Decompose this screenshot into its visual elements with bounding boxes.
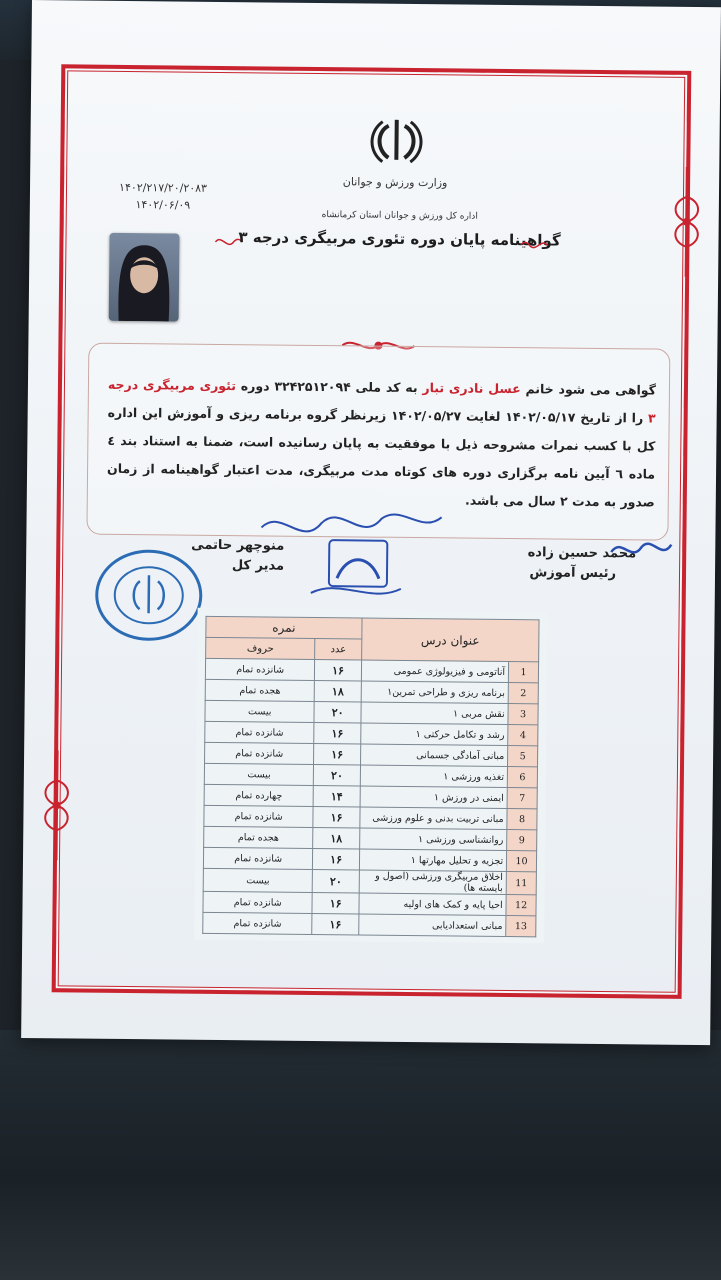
statement-part: را از تاریخ ۱۴۰۲/۰۵/۱۷ لغایت ۱۴۰۲/۰۵/۲۷ زیرنظر گروه برنامه ریزی و آموزش این اداره کل با کسب نمرات مشروحه ذیل با موفقیت به پایان رسانیده است، ضمنا به استناد بند ٤ ماده ٦ آیین نامه برگزاری دوره های کوتاه مدت مربیگری، مدت اعتبار گواهینامه از زمان صدور به مدت ۲ سال می باشد. [107,404,656,510]
grade-words: بیست [205,700,315,722]
issue-dates [88,179,238,215]
course-title: مبانی استعدادیابی [359,914,506,937]
course-title: روانشناسی ورزشی ۱ [360,828,507,851]
grade-words: شانزده تمام [205,658,315,680]
row-number: 4 [508,725,538,746]
certificate-title: گواهینامه پایان دوره تئوری مربیگری درجه ۳ [238,228,561,250]
grade-words: شانزده تمام [203,891,313,913]
reference-number: ۱۴۰۲/۲۱۷/۲۰/۲۰۸۳ [119,180,208,195]
grade-digit: ۲۰ [313,869,360,892]
row-number: 10 [507,851,537,872]
course-title: تجزیه و تحلیل مهارتها ۱ [359,849,506,872]
course-title: تغذیه ورزشی ۱ [360,765,507,788]
column-grade-digit: عدد [315,639,362,660]
row-number: 12 [506,895,536,916]
grade-digit: ۲۰ [314,701,361,722]
row-number: 7 [507,788,537,809]
statement-part: گواهی می شود خانم [520,381,656,398]
course-title: احیا پایه و کمک های اولیه [359,893,506,916]
background-surface [0,1030,721,1280]
certificate-statement [107,371,656,517]
grade-digit: ۱۶ [314,722,361,743]
official-seal-icon [83,547,214,644]
directorate-name: اداره کل ورزش و جوانان استان کرمانشاه [321,210,478,222]
grade-digit: ۱۸ [315,680,362,701]
grade-words: شانزده تمام [205,721,315,743]
row-number: 13 [506,916,536,937]
grade-words: شانزده تمام [204,805,314,827]
grade-digit: ۱۶ [313,848,360,869]
grade-words: بیست [203,868,313,892]
certificate-paper [21,0,721,1045]
column-grade-words: حروف [206,637,316,659]
floral-ornament-left-icon [39,750,74,860]
grade-words: هجده تمام [204,826,314,848]
grade-words: شانزده تمام [203,847,313,869]
table-row [203,868,536,894]
grade-digit: ۱۶ [314,743,361,764]
grades-table [202,616,539,937]
issue-date: ۱۴۰۲/۰۶/۰۹ [135,198,191,212]
signer-right-name: محمد حسین زاده [527,545,637,562]
grade-digit: ۱۶ [312,913,359,934]
signer-right-role: رئیس آموزش [529,565,617,582]
grade-digit: ۱۶ [313,806,360,827]
signer-left-name: منوچهر حاتمی [191,537,285,554]
row-number: 8 [507,809,537,830]
statement-part: به کد ملی ۳۲۴۲۵۱۲۰۹۴ دوره [235,378,423,396]
holder-photo [109,233,180,322]
row-number: 6 [507,767,537,788]
grade-words: شانزده تمام [203,912,313,934]
row-number: 2 [508,683,538,704]
course-title: رشد و تکامل حرکتی ۱ [361,723,508,746]
grade-digit: ۱۶ [312,892,359,913]
grade-digit: ۱۴ [313,785,360,806]
course-title: ایمنی در ورزش ۱ [360,786,507,809]
holder-name: عسل نادری تبار [422,380,521,397]
table-row [203,912,536,936]
course-title: اخلاق مربیگری ورزشی (اصول و بایسته ها) [359,870,506,895]
grade-words: شانزده تمام [205,742,315,764]
grade-digit: ۲۰ [314,764,361,785]
row-number: 1 [509,662,539,683]
row-number: 3 [508,704,538,725]
course-title: آناتومی و فیزیولوژی عمومی [361,660,508,683]
column-course-title: عنوان درس [361,618,539,662]
course-title: برنامه ریزی و طراحی تمرین۱ [361,681,508,704]
title-ornament-right-icon [519,237,549,253]
floral-ornament-right-icon [669,167,704,277]
grade-digit: ۱۸ [313,827,360,848]
course-title: مبانی آمادگی جسمانی [360,744,507,767]
iran-emblem-icon [368,116,425,167]
row-number: 9 [507,830,537,851]
column-grade: نمره [206,616,362,639]
course-name: تئوری مربیگری درجه ۳ [107,376,656,426]
holder-portrait-icon [109,233,180,322]
course-title: نقش مربی ۱ [361,702,508,725]
signer-left-role: مدیر کل [231,558,285,574]
grade-words: چهارده تمام [204,784,314,806]
grade-words: هجده تمام [205,679,315,701]
grade-digit: ۱۶ [315,659,362,680]
row-number: 5 [508,746,538,767]
row-number: 11 [506,872,536,895]
course-title: مبانی تربیت بدنی و علوم ورزشی [360,807,507,830]
ministry-name: وزارت ورزش و جوانان [342,175,448,190]
grades-table-panel [194,608,547,944]
grade-words: بیست [204,763,314,785]
